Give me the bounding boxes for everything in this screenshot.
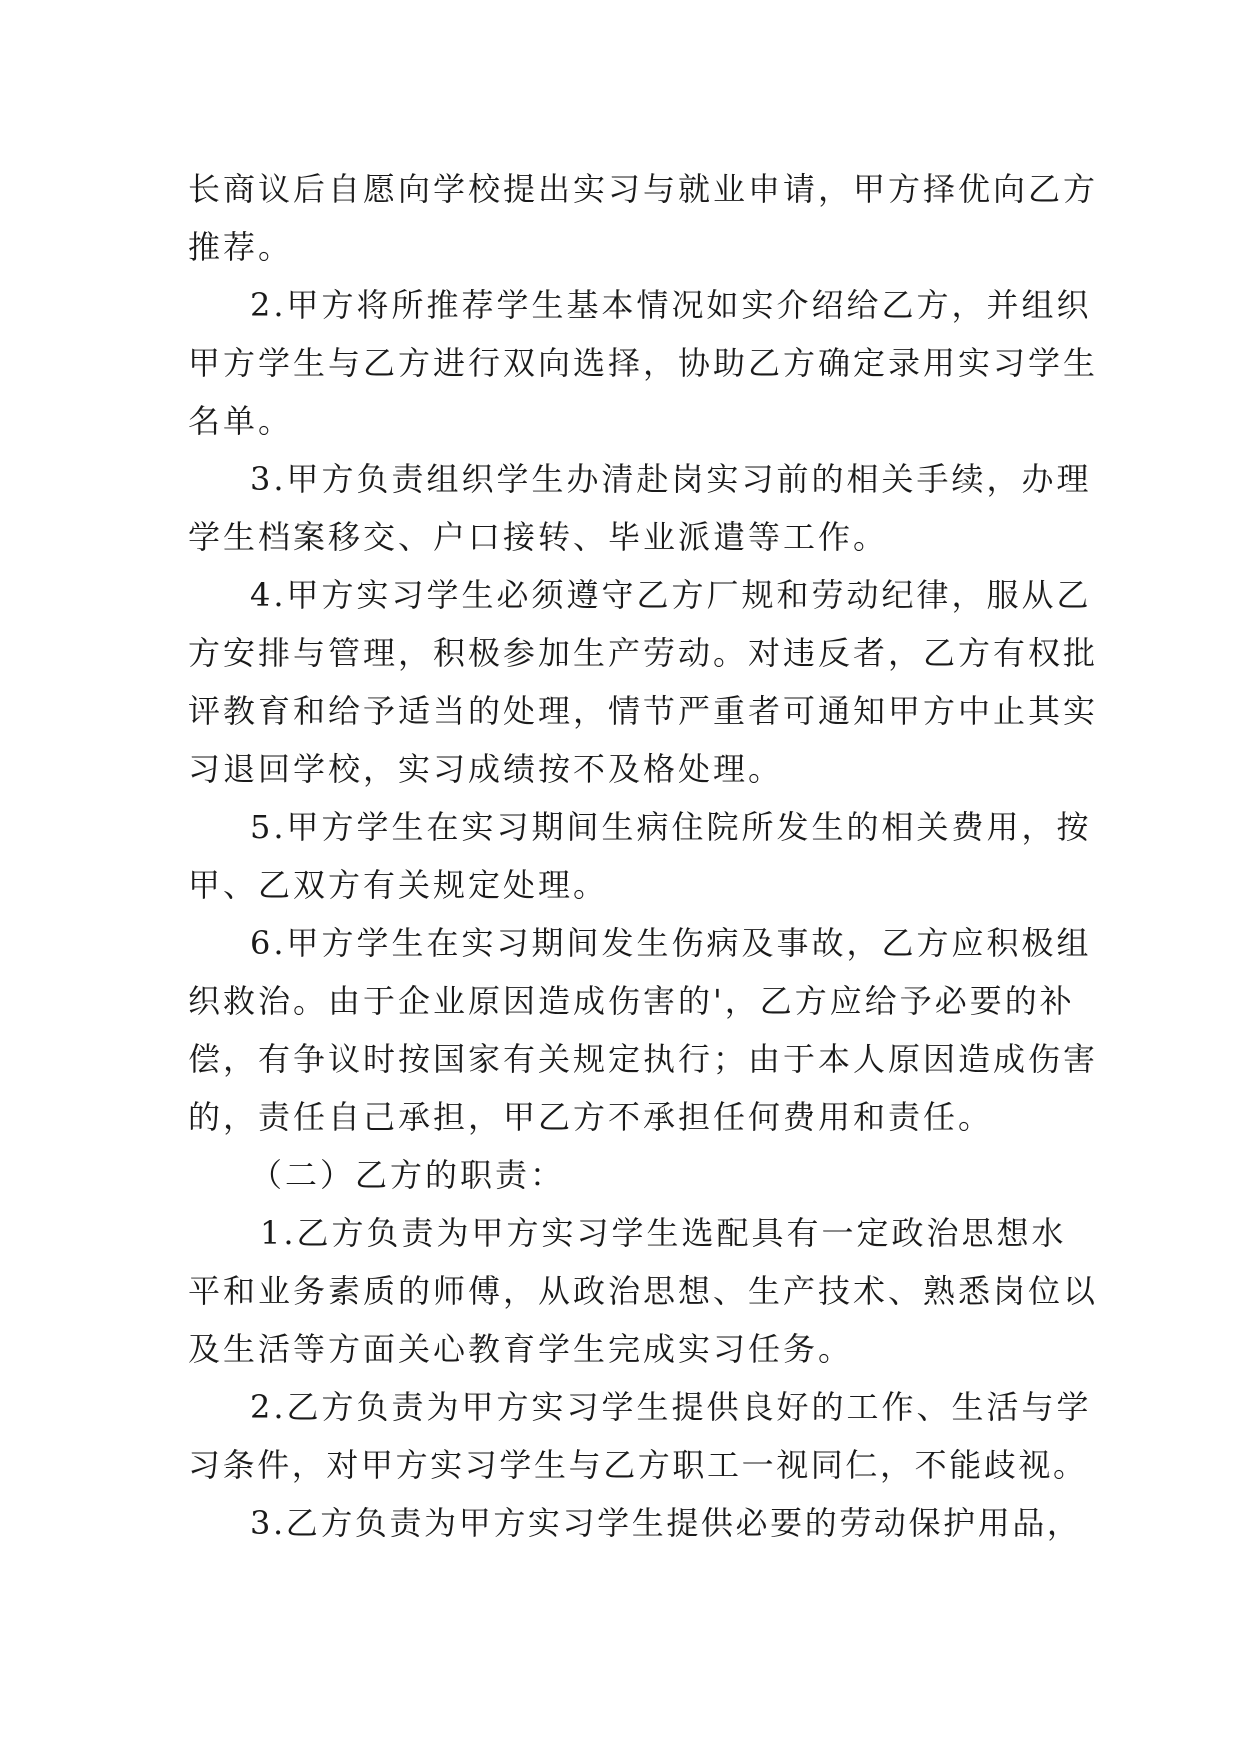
text-line: 偿，有争议时按国家有关规定执行；由于本人原因造成伤害: [188, 1040, 1099, 1078]
section-heading: （二）乙方的职责：: [250, 1156, 566, 1194]
text-line: 3.甲方负责组织学生办清赴岗实习前的相关手续，办理: [250, 460, 1092, 498]
text-line: 推荐。: [188, 228, 294, 266]
text-line: 学生档案移交、户口接转、毕业派遣等工作。: [188, 518, 889, 556]
text-line: 3.乙方负责为甲方实习学生提供必要的劳动保护用品，: [250, 1504, 1082, 1542]
text-line: 长商议后自愿向学校提出实习与就业申请，甲方择优向乙方: [188, 170, 1099, 208]
text-line: 的，责任自己承担，甲乙方不承担任何费用和责任。: [188, 1098, 994, 1136]
text-line: 及生活等方面关心教育学生完成实习任务。: [188, 1330, 854, 1368]
text-line: 甲、乙双方有关规定处理。: [188, 866, 609, 904]
text-line: 平和业务素质的师傅，从政治思想、生产技术、熟悉岗位以: [188, 1272, 1099, 1310]
text-line: 方安排与管理，积极参加生产劳动。对违反者，乙方有权批: [188, 634, 1099, 672]
document-body: [188, 160, 1099, 1552]
text-line: 织救治。由于企业原因造成伤害的'，乙方应给予必要的补: [188, 982, 1075, 1020]
text-line: 习条件，对甲方实习学生与乙方职工一视同仁，不能歧视。: [188, 1446, 1088, 1484]
text-line: 2.甲方将所推荐学生基本情况如实介绍给乙方，并组织: [250, 286, 1092, 324]
text-line: 1.乙方负责为甲方实习学生选配具有一定政治思想水: [260, 1214, 1067, 1252]
text-line: 5.甲方学生在实习期间生病住院所发生的相关费用，按: [250, 808, 1092, 846]
text-line: 4.甲方实习学生必须遵守乙方厂规和劳动纪律，服从乙: [250, 576, 1092, 614]
text-line: 6.甲方学生在实习期间发生伤病及事故，乙方应积极组: [250, 924, 1092, 962]
text-line: 习退回学校，实习成绩按不及格处理。: [188, 750, 784, 788]
text-line: 2.乙方负责为甲方实习学生提供良好的工作、生活与学: [250, 1388, 1092, 1426]
text-line: 评教育和给予适当的处理，情节严重者可通知甲方中止其实: [188, 692, 1099, 730]
text-line: 名单。: [188, 402, 294, 440]
text-line: 甲方学生与乙方进行双向选择，协助乙方确定录用实习学生: [188, 344, 1099, 382]
